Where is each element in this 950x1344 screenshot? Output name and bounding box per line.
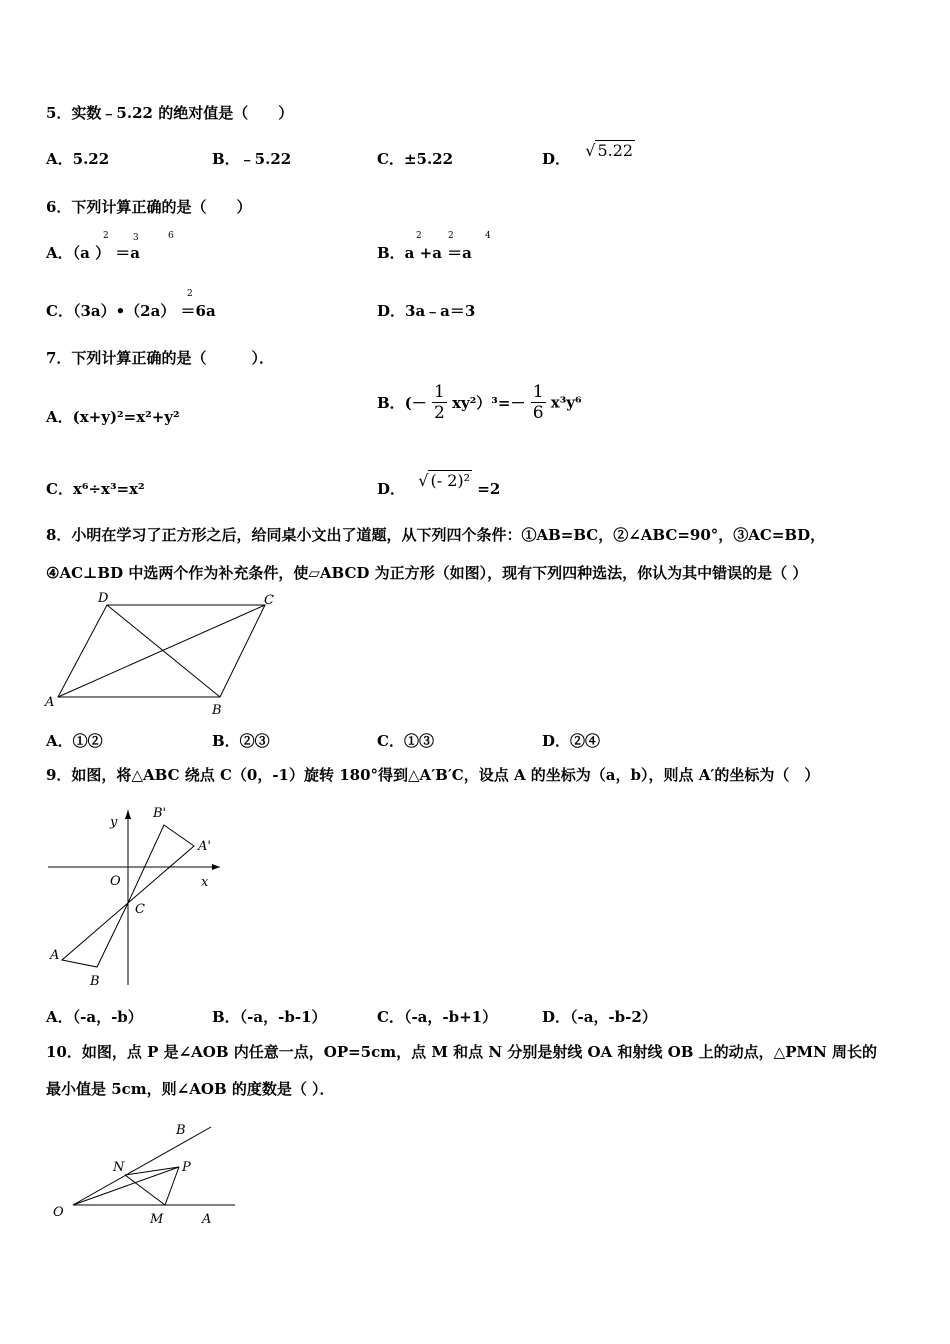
q9-label-o: O <box>110 874 121 889</box>
q9-option-a: A．（-a，-b） <box>46 1008 143 1026</box>
q5-sqrt-radicand: 5.22 <box>597 141 634 160</box>
q5-option-b: B．﹣5.22 <box>212 150 292 168</box>
q10-label-p: P <box>182 1160 191 1175</box>
q6-option-a <box>46 242 140 263</box>
q9-stem: 9．如图，将△ABC 绕点 C（0，-1）旋转 180°得到△A′B′C，设点 A 的坐标为（a，b），则点 A′的坐标为（ ） <box>46 766 820 784</box>
q9-x-axis-arrow <box>212 864 220 870</box>
q9-triangle-a-prime-b-prime-c <box>128 825 194 903</box>
q10-stem-line1: 10．如图，点 P 是∠AOB 内任意一点，OP=5cm，点 M 和点 N 分别是射线 OA 和射线 OB 上的动点，△PMN 周长的 <box>46 1043 878 1061</box>
q6-b-exp-1: 2 <box>416 231 422 241</box>
q9-option-d: D．（-a，-b-2） <box>542 1008 657 1026</box>
q9-option-c: C．（-a，-b+1） <box>377 1008 498 1026</box>
q7-b-end: x³y⁶ <box>550 393 582 412</box>
q6-a-exp-result: 6 <box>168 231 174 241</box>
q9-y-axis-arrow <box>125 810 131 819</box>
q7-b-mid: xy²）³=－ <box>452 394 526 412</box>
q8-label-d: D <box>98 591 109 606</box>
q5-option-d <box>542 141 635 169</box>
q5-option-c: C．±5.22 <box>377 150 454 168</box>
q7-b-frac1-num: 1 <box>434 382 445 402</box>
q7-b-frac2-den: 6 <box>532 403 544 423</box>
q6-option-c-text: C．（3a）•（2a） ＝6a <box>46 302 216 320</box>
q8-option-a: A．①② <box>46 732 103 750</box>
q7-b-frac2-num: 1 <box>532 382 544 402</box>
q9-label-c: C <box>135 902 145 917</box>
q8-label-a: A <box>45 695 55 710</box>
q7-option-c: C．x⁶÷x³=x² <box>46 480 145 498</box>
q6-b-exp-result: 4 <box>485 231 491 241</box>
q10-label-n: N <box>113 1160 125 1175</box>
q6-b-exp-2: 2 <box>448 231 454 241</box>
q10-segment-pm <box>165 1167 179 1205</box>
q7-b-fraction-1 <box>432 382 447 423</box>
q9-label-b-prime: B' <box>153 806 167 821</box>
q10-stem-line2: 最小值是 5cm，则∠AOB 的度数是（ ）． <box>46 1080 335 1098</box>
q7-option-d <box>377 470 501 498</box>
q6-option-b-text: B．a +a ＝a <box>377 244 472 262</box>
q6-option-d: D．3a﹣a＝3 <box>377 302 476 320</box>
q5-sqrt: √ 5.22 <box>585 141 634 160</box>
q5-stem: 5．实数﹣5.22 的绝对值是（ ） <box>46 104 294 122</box>
q8-stem-line1: 8．小明在学习了正方形之后，给同桌小文出了道题，从下列四个条件：①AB=BC，②∠ABC=90°，③AC=BD， <box>46 526 826 544</box>
q8-label-b: B <box>212 703 222 718</box>
q10-label-b: B <box>176 1123 186 1138</box>
q8-label-c: C <box>264 593 274 608</box>
q6-option-c <box>46 300 216 321</box>
q9-label-a: A <box>50 948 60 963</box>
q7-d-prefix: D． <box>377 480 406 498</box>
q6-option-b <box>377 242 472 263</box>
q8-option-b: B．②③ <box>212 732 270 750</box>
q7-stem: 7．下列计算正确的是（ ）． <box>46 349 274 367</box>
q9-label-x: x <box>201 875 209 890</box>
q7-b-fraction-2 <box>531 382 546 423</box>
q7-d-radicand: (- 2)² <box>430 471 471 490</box>
q8-option-c: C．①③ <box>377 732 434 750</box>
q10-label-o: O <box>53 1205 64 1220</box>
q6-c-exp: 2 <box>187 289 193 299</box>
q10-label-a: A <box>202 1212 212 1227</box>
q6-stem: 6．下列计算正确的是（ ） <box>46 198 252 216</box>
q9-triangle-abc <box>62 903 128 967</box>
q8-stem-line2: ④AC⊥BD 中选两个作为补充条件，使▱ABCD 为正方形（如图），现有下列四种选法，你认为其中错误的是（ ） <box>46 564 808 582</box>
q10-angle-figure <box>45 1115 245 1235</box>
q7-d-sqrt: √ (- 2)² <box>418 471 471 490</box>
q9-label-a-prime: A' <box>198 839 211 854</box>
q9-label-b: B <box>90 974 100 989</box>
q6-option-a-text: A．（a ） ＝a <box>46 244 141 262</box>
q6-a-exp-inner: 2 <box>103 231 109 241</box>
q9-option-b: B．（-a，-b-1） <box>212 1008 327 1026</box>
q7-d-end: =2 <box>477 480 501 498</box>
q10-segment-op <box>73 1167 179 1205</box>
q8-diagonal-ac <box>58 605 265 697</box>
q6-a-exp-outer: 3 <box>133 233 139 243</box>
q5-option-d-label: D． <box>542 150 571 168</box>
q7-option-b <box>377 382 582 423</box>
q5-option-a: A．5.22 <box>46 150 110 168</box>
q7-option-a: A．(x+y)²=x²+y² <box>46 408 180 426</box>
q10-label-m: M <box>150 1212 164 1227</box>
q7-b-prefix: B．(－ <box>377 394 427 412</box>
q8-parallelogram-figure <box>40 590 290 720</box>
q8-option-d: D．②④ <box>542 732 601 750</box>
q9-label-y: y <box>110 815 118 830</box>
q9-rotation-figure <box>40 795 230 995</box>
q8-diagonal-bd <box>107 605 220 697</box>
q7-b-frac1-den: 2 <box>434 403 445 423</box>
